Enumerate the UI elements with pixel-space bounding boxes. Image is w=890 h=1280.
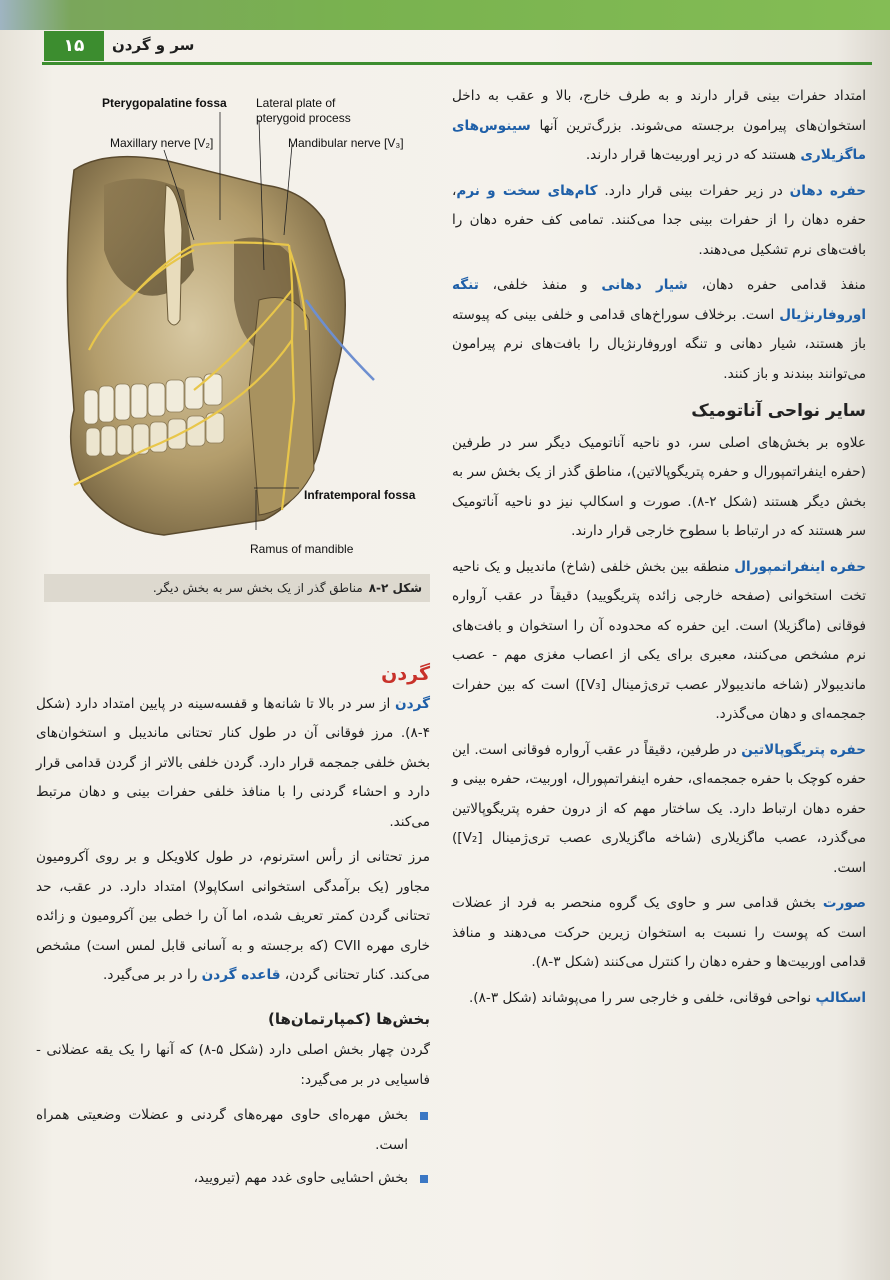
paragraph-neck-intro: گردن از سر در بالا تا شانه‌ها و قفسه‌سینه در پایین امتداد دارد (شکل ۴-۸). مرز فوقانی آن در طول کنار تحتانی ماندیبل و استخوان‌های بخش خلفی جمجمه قرار دارد. گردن خلفی بالاتر از گردن قدامی قرار دارد و احشاء گردنی را با منافذ خلفی حفرات بینی و دهان مرتبط می‌کند. — [36, 695, 430, 830]
header-rule — [42, 62, 872, 65]
label-ramus-of-mandible: Ramus of mandible — [250, 542, 354, 556]
section-heading-other-regions: سایر نواحی آناتومیک — [691, 401, 866, 421]
running-title: سر و گردن — [112, 36, 195, 54]
label-mandibular-nerve: Mandibular nerve [V₃] — [288, 136, 404, 150]
paragraph-infratemporal: حفره اینفراتمپورال منطقه بین بخش خلفی (شاخ) ماندیبل و یک ناحیه تخت استخوانی (صفحه خارجی زائده پتریگویید) دقیقاً در عقب آرواره فوقانی (ماگزیلا) است. این حفره که محدوده آن را استخوان و بافت‌های نرم مشخص می‌کنند، معبری برای یکی از اعصاب مغزی مهم - عصب ماندیبولار (شاخه ماندیبولار عصب تری‌ژمینال [V₃]) است که بین حفرات جمجمه‌ای و دهان می‌گذرد. — [452, 558, 867, 722]
section-heading-neck: گردن — [381, 663, 430, 685]
paragraph-sinuses: امتداد حفرات بینی قرار دارند و به طرف خارج، بالا و عقب به داخل استخوان‌های پیرامون برجسته می‌شوند. بزرگ‌ترین آنها سینوس‌های ماگزیلاری هستند که در زیر اوربیت‌ها قرار دارند. — [452, 88, 866, 163]
skull-figure — [44, 90, 430, 570]
caption-text: مناطق گذر از یک بخش سر به بخش دیگر. — [152, 581, 363, 595]
caption-id: شکل ۲-۸ — [368, 581, 422, 595]
left-column — [36, 660, 430, 1198]
label-maxillary-nerve: Maxillary nerve [V₂] — [110, 136, 214, 150]
paragraph-neck-boundary: مرز تحتانی از رأس استرنوم، در طول کلاویکل و بر روی آکرومیون مجاور (یک برآمدگی استخوانی اسکاپولا) امتداد دارد. در عقب، حد تحتانی گردن کمتر تعریف شده، اما آن را خطی بین آکرومیون و زائده خاری مهره CVII (که برجسته و به آسانی قابل لمس است) مشخص می‌کند. کنار تحتانی گردن، قاعده گردن را در بر می‌گیرد. — [36, 849, 431, 983]
paragraph-scalp: اسکالپ نواحی فوقانی، خلفی و خارجی سر را می‌پوشاند (شکل ۳-۸). — [468, 989, 866, 1006]
top-color-band — [0, 0, 890, 30]
right-column — [452, 82, 866, 1019]
label-pterygopalatine-fossa: Pterygopalatine fossa — [102, 96, 227, 110]
paragraph-pterygopalatine: حفره پتریگوپالاتین در طرفین، دقیقاً در عقب آرواره فوقانی است. این حفره کوچک با حفره جمجمه‌ای، حفره اینفراتمپورال، اوربیت، حفره بینی و حفره دهان ارتباط دارد. یک ساختار مهم که از درون حفره پتریگوپالاتین می‌گذرد، عصب ماگزیلاری (شاخه ماگزیلاری عصب تری‌ژمینال [V₂]) است. — [452, 741, 866, 876]
paragraph-oral-cavity: حفره دهان در زیر حفرات بینی قرار دارد. کام‌های سخت و نرم، حفره دهان را از حفرات بینی جدا می‌کنند. تمامی کف حفره دهان را بافت‌های نرم تشکیل می‌دهند. — [452, 182, 866, 258]
label-infratemporal-fossa: Infratemporal fossa — [304, 488, 416, 502]
subheading-compartments: بخش‌ها (کمپارتمان‌ها) — [268, 1009, 430, 1028]
paragraph-compartments: گردن چهار بخش اصلی دارد (شکل ۵-۸) که آنها را یک یقه عضلانی - فاسیایی در بر می‌گیرد: — [36, 1042, 430, 1088]
list-item: بخش مهره‌ای حاوی مهره‌های گردنی و عضلات وضعیتی همراه است. — [36, 1101, 430, 1160]
list-item: بخش احشایی حاوی غدد مهم (تیرویید، — [36, 1164, 430, 1194]
compartment-list — [36, 1101, 430, 1194]
label-lateral-plate: Lateral plate of pterygoid process — [256, 96, 351, 125]
paragraph-oral-openings: منفذ قدامی حفره دهان، شیار دهانی و منفذ خلفی، تنگه اوروفارنژیال است. برخلاف سوراخ‌های قدامی و خلفی بینی که پیوسته باز هستند، شیار دهانی و تنگه اوروفارنژیال را بافت‌های نرم پیرامون می‌توانند ببندند و باز کنند. — [452, 277, 866, 382]
figure-caption — [44, 574, 430, 602]
paragraph-face: صورت بخش قدامی سر و حاوی یک گروه منحصر به فرد از عضلات است که پوست را نسبت به استخوان زیرین حرکت می‌دهند و منافذ قدامی اوربیت‌ها و حفره دهان را کنترل می‌کنند (شکل ۳-۸). — [452, 895, 866, 970]
paragraph-other-regions: علاوه بر بخش‌های اصلی سر، دو ناحیه آناتومیک دیگر سر در طرفین (حفره اینفراتمپورال و حفره پتریگوپالاتین)، مناطق گذر از یک بخش سر به بخش دیگر هستند (شکل ۲-۸). صورت و اسکالپ نیز دو ناحیه آناتومیک سر هستند که در ارتباط با سطوح خارجی قرار دارند. — [452, 434, 866, 539]
page-number: ۱۵ — [44, 31, 104, 61]
